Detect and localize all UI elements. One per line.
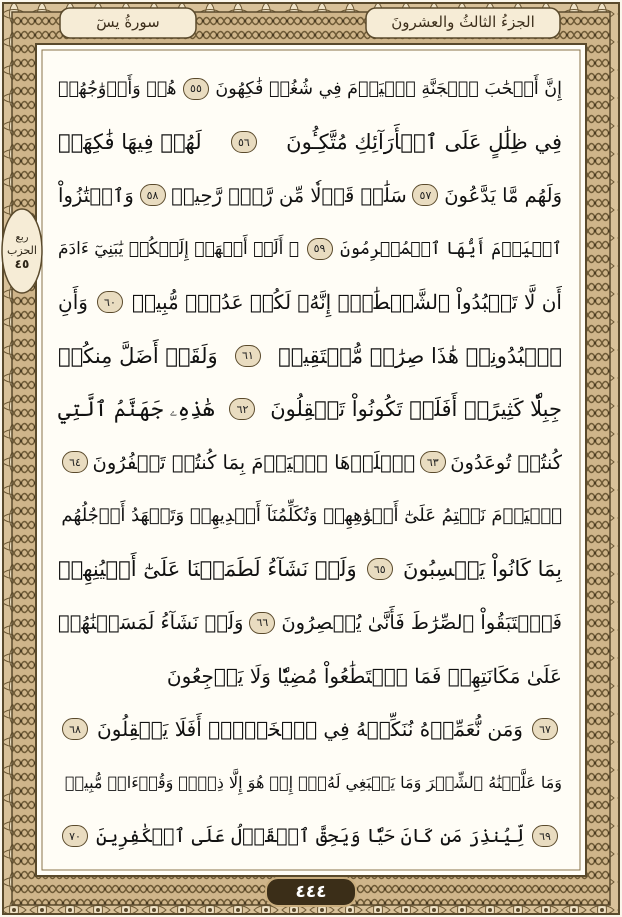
verse-text: جِبِلّٗا كَثِيرًاۖ أَفَلَمۡ تَكُونُواْ تَعۡقِلُونَ <box>270 397 562 422</box>
verse-text: سَلَٰمٞ قَوۡلٗا مِّن رَّبّٖ رَّحِيمٖ <box>171 183 407 207</box>
ayah-number-marker: ٦٨ <box>62 718 88 740</box>
ayah-number-marker: ٥٩ <box>307 238 333 260</box>
ayah-number-marker: ٦٩ <box>532 825 558 847</box>
verse-text: إِنَّ أَصۡحَٰبَ ٱلۡجَنَّةِ ٱلۡيَوۡمَ فِي شُغُلٖ فَٰكِهُونَ <box>215 78 562 99</box>
text-line <box>58 809 562 862</box>
ayah-number-marker: ٦٦ <box>249 612 275 634</box>
ayah-number-marker: ٦٧ <box>532 718 558 740</box>
verse-text: هَٰذِهِۦ جَهَنَّمُ ٱلَّتِي <box>58 396 215 421</box>
ayah-number-marker: ٥٥ <box>183 78 209 100</box>
text-line <box>58 115 562 168</box>
hizb-number: ٤٥ <box>14 256 30 271</box>
ayah-number-marker: ٦٢ <box>229 398 255 420</box>
verse-text: وَلَوۡ نَشَآءُ لَمَسَخۡنَٰهُمۡ <box>58 611 244 635</box>
ayah-number-marker: ٦٠ <box>97 291 123 313</box>
text-line <box>58 436 562 489</box>
verse-text: ٱلۡيَوۡمَ نَخۡتِمُ عَلَىٰٓ أَفۡوَٰهِهِمۡ وَتُكَلِّمُنَآ أَيۡدِيهِمۡ وَتَشۡهَدُ أَرۡجُلُهُم <box>61 505 562 527</box>
text-line <box>58 329 562 382</box>
verse-text: لَهُمۡ فِيهَا فَٰكِهَةٞ <box>58 130 202 155</box>
hizb-quarter: ربع <box>15 231 29 243</box>
ayah-number-marker: ٥٦ <box>231 131 257 153</box>
verse-text: وَأَنِ <box>58 290 88 315</box>
verse-text: وَمَن نُّعَمِّرۡهُ نُنَكِّسۡهُ فِي ٱلۡخَلۡقِۚ أَفَلَا يَعۡقِلُونَ <box>97 717 523 742</box>
verse-text: فِي ظِلَٰلٍ عَلَى ٱلۡأَرَآئِكِ مُتَّكِـُٔونَ <box>286 130 562 155</box>
verse-text: عَلَىٰ مَكَانَتِهِمۡ فَمَا ٱسۡتَطَٰعُواْ مُضِيّٗا وَلَا يَرۡجِعُونَ <box>166 663 562 688</box>
hizb-label: الحزب <box>7 243 37 257</box>
ayah-number-marker: ٥٧ <box>412 184 438 206</box>
ayah-number-marker: ٥٨ <box>140 184 166 206</box>
verse-text: فَٱسۡتَبَقُواْ ٱلصِّرَٰطَ فَأَنَّىٰ يُبۡصِرُونَ <box>281 611 562 635</box>
text-line <box>58 543 562 596</box>
hizb-marker <box>3 212 41 290</box>
text-line <box>58 222 562 275</box>
text-line <box>58 596 562 649</box>
quran-text <box>58 62 562 863</box>
verse-text: ٱصۡلَوۡهَا ٱلۡيَوۡمَ بِمَا كُنتُمۡ تَكۡفُرُونَ <box>92 450 416 474</box>
text-line <box>58 489 562 542</box>
verse-text: وَمَا عَلَّمۡنَٰهُ ٱلشِّعۡرَ وَمَا يَنۢبَغِي لَهُۥٓۚ إِنۡ هُوَ إِلَّا ذِكۡرٞ وَقُرۡءَانٞ مُّبِينٞ <box>65 773 562 793</box>
ayah-number-marker: ٦٤ <box>62 451 88 473</box>
verse-text: وَلَهُم مَّا يَدَّعُونَ <box>444 183 562 207</box>
verse-text: هُمۡ وَأَزۡوَٰجُهُمۡ <box>58 78 177 99</box>
text-line <box>58 649 562 702</box>
ayah-number-marker: ٦٣ <box>420 451 446 473</box>
ayah-number-marker: ٦١ <box>235 345 261 367</box>
page-number: ٤٤٤ <box>295 882 327 902</box>
ayah-number-marker: ٧٠ <box>62 825 88 847</box>
verse-text: ۞ أَلَمۡ أَعۡهَدۡ إِلَيۡكُمۡ يَٰبَنِيٓ ءَادَمَ <box>58 238 299 259</box>
text-line <box>58 703 562 756</box>
juz-title: الجزءُ الثالثُ والعشرونَ <box>391 13 535 31</box>
verse-text: لِّيُنذِرَ مَن كَانَ حَيّٗا وَيَحِقَّ ٱلۡقَوۡلُ عَلَى ٱلۡكَٰفِرِينَ <box>95 825 525 848</box>
verse-text: أَن لَّا تَعۡبُدُواْ ٱلشَّيۡطَٰنَۖ إِنَّهُۥ لَكُمۡ عَدُوّٞ مُّبِينٞ <box>131 290 562 315</box>
verse-text: وَٱمۡتَٰزُواْ <box>58 183 134 207</box>
verse-text: كُنتُمۡ تُوعَدُونَ <box>450 450 562 474</box>
text-line <box>58 62 562 115</box>
verse-text: ٱلۡيَوۡمَ أَيُّهَا ٱلۡمُجۡرِمُونَ <box>340 239 562 260</box>
verse-text: وَلَوۡ نَشَآءُ لَطَمَسۡنَا عَلَىٰٓ أَعۡيُنِهِمۡ <box>58 557 357 582</box>
verse-text: بِمَا كَانُواْ يَكۡسِبُونَ <box>402 557 562 582</box>
verse-text: وَلَقَدۡ أَضَلَّ مِنكُمۡ <box>58 343 218 368</box>
surah-title: سورةُ يسٓ <box>96 13 160 31</box>
text-line <box>58 169 562 222</box>
text-line <box>58 276 562 329</box>
ayah-number-marker: ٦٥ <box>367 558 393 580</box>
text-line <box>58 756 562 809</box>
text-line <box>58 382 562 435</box>
verse-text: ٱعۡبُدُونِيۚ هَٰذَا صِرَٰطٞ مُّسۡتَقِيمٞ <box>278 343 562 368</box>
